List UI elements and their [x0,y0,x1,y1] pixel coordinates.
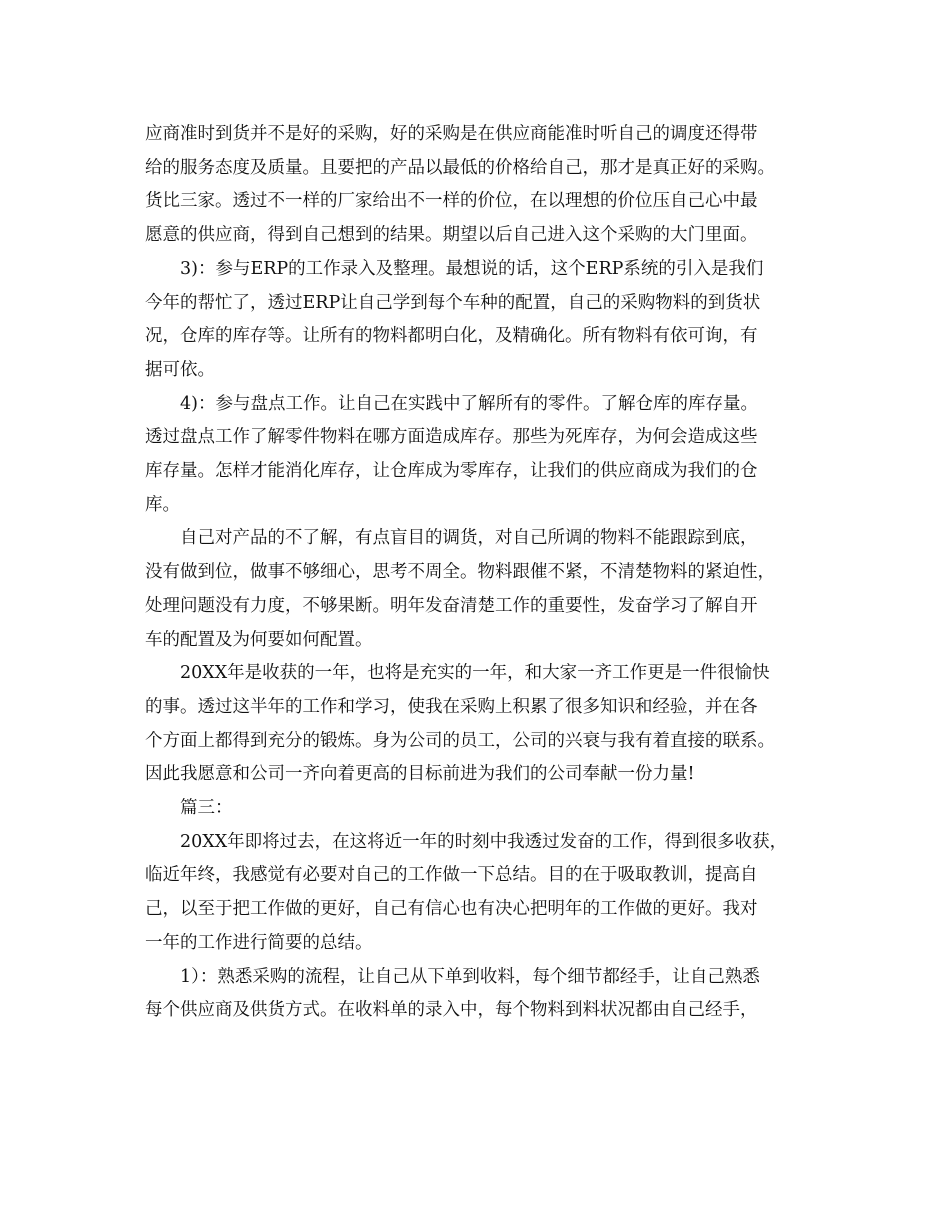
text-line: 今年的帮忙了，透过ERP让自己学到每个车种的配置，自己的采购物料的到货状 [145,292,761,313]
text-line: 临近年终，我感觉有必要对自己的工作做一下总结。目的在于吸取教训，提高自 [145,865,758,886]
text-line: 据可依。 [145,359,215,380]
text-line: 愿意的供应商，得到自己想到的结果。期望以后自己进入这个采购的大门里面。 [145,225,758,246]
text-line: 透过盘点工作了解零件物料在哪方面造成库存。那些为死库存，为何会造成这些 [145,427,758,448]
text-line: 应商准时到货并不是好的采购，好的采购是在供应商能准时听自己的调度还得带 [145,124,758,144]
text-line: 每个供应商及供货方式。在收料单的录入中，每个物料到料状况都由自己经手， [145,1000,758,1021]
text-line: 库存量。怎样才能消化库存，让仓库成为零库存，让我们的供应商成为我们的仓 [145,461,758,482]
text-line: 没有做到位，做事不够细心，思考不周全。物料跟催不紧，不清楚物料的紧迫性， [145,562,775,583]
paragraph-year-summary [145,657,810,792]
text-line: 车的配置及为何要如何配置。 [145,629,373,650]
text-line: 的事。透过这半年的工作和学习，使我在采购上积累了很多知识和经验，并在各 [145,696,758,717]
text-line: 因此我愿意和公司一齐向着更高的目标前进为我们的公司奉献一份力量! [145,764,695,785]
paragraph-year-end-intro [145,826,810,961]
text-line: 3)：参与ERP的工作录入及整理。最想说的话，这个ERP系统的引入是我们 [180,258,764,279]
text-line: 给的服务态度及质量。且要把的产品以最低的价格给自己，那才是真正好的采购。 [145,157,775,178]
text-line: 20XX年是收获的一年，也将是充实的一年，和大家一齐工作更是一件很愉快 [180,663,770,684]
text-line: 20XX年即将过去，在这将近一年的时刻中我透过发奋的工作，得到很多收获， [180,831,788,852]
paragraph-procurement-process [145,961,810,1028]
paragraph-self-reflection [145,522,810,657]
text-line: 库。 [145,494,180,515]
document-page [145,118,810,1028]
section-heading [145,792,810,826]
text-line: 处理问题没有力度，不够果断。明年发奋清楚工作的重要性，发奋学习了解自开 [145,595,758,616]
text-line: 4)：参与盘点工作。让自己在实践中了解所有的零件。了解仓库的库存量。 [180,393,758,414]
paragraph-inventory-count [145,388,810,523]
text-line: 货比三家。透过不一样的厂家给出不一样的价位，在以理想的价位压自己心中最 [145,191,758,212]
paragraph-erp-entry [145,253,810,388]
text-line: 一年的工作进行简要的总结。 [145,932,373,953]
section-heading-text: 篇三： [180,798,233,819]
text-line: 况，仓库的库存等。让所有的物料都明白化，及精确化。所有物料有依可询，有 [145,326,758,347]
text-line: 个方面上都得到充分的锻炼。身为公司的员工，公司的兴衰与我有着直接的联系。 [145,730,775,751]
text-line: 自己对产品的不了解，有点盲目的调货，对自己所调的物料不能跟踪到底， [180,528,758,549]
paragraph-supplier-service [145,118,810,253]
text-line: 己，以至于把工作做的更好，自己有信心也有决心把明年的工作做的更好。我对 [145,899,758,920]
text-line: 1）：熟悉采购的流程，让自己从下单到收料，每个细节都经手，让自己熟悉 [180,966,760,987]
